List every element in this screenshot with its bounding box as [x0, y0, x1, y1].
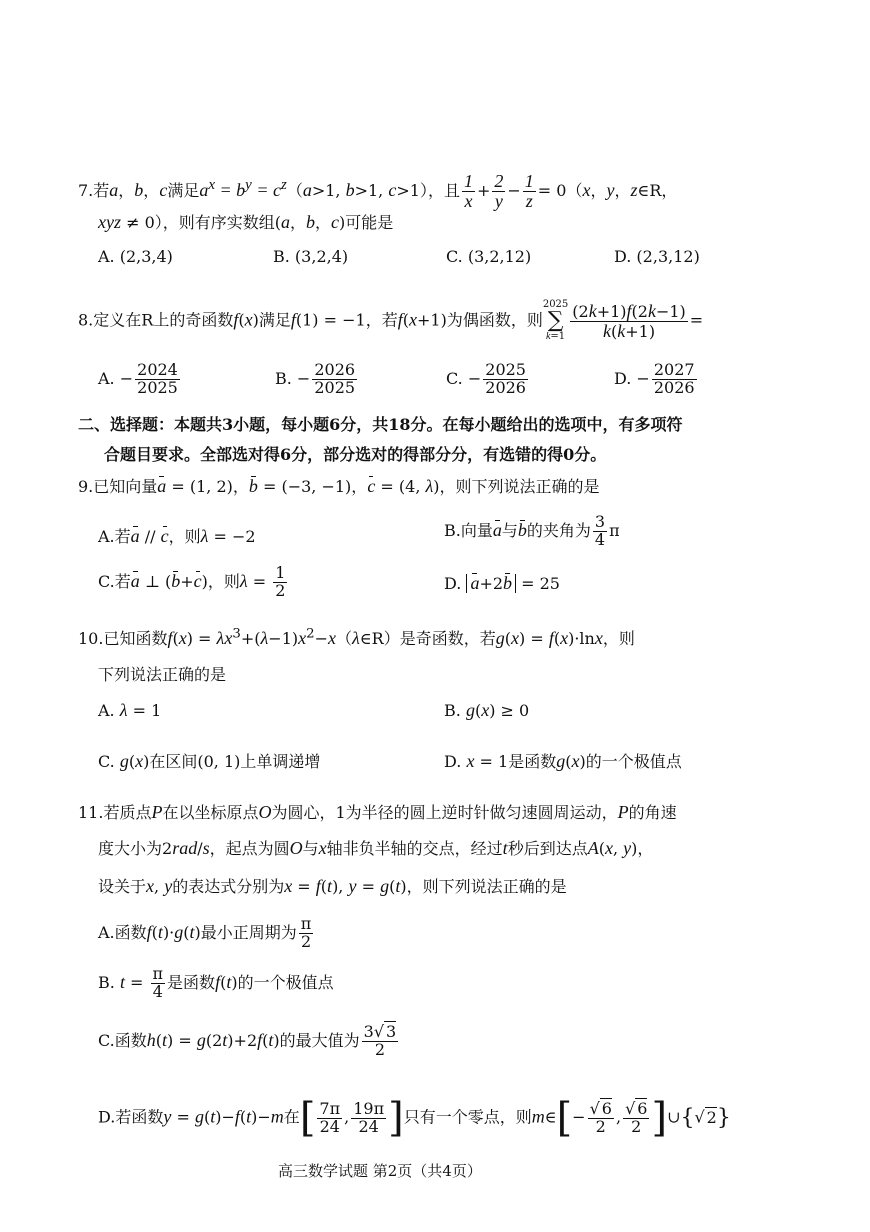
- q8-option-a: A. − $\frac{2024}{2025}$: [98, 360, 178, 397]
- q9-option-b: B.向量a与b的夹角为 $\frac{3}{4}$ π: [444, 512, 620, 549]
- question-7-line-2: xyz ≠ 0），则有序实数组(a，b，c)可能是: [98, 212, 394, 232]
- q8-option-b: B. − $\frac{2026}{2025}$: [275, 360, 356, 397]
- q11-option-c: C.函数h(t) = g(2t)+2f(t)的最大值为 $\frac{3√ 3}{2}$: [98, 1022, 397, 1059]
- q8-option-c: C. − $\frac{2025}{2026}$: [446, 360, 526, 397]
- q9-option-c: C.若a ⊥ (b+c)，则λ = $\frac{1}{2}$: [98, 563, 286, 600]
- section-2-heading-line-1: 二、选择题：本题共3小题，每小题6分，共18分。在每小题给出的选项中，有多项符: [78, 415, 683, 434]
- question-10-line-1: 10.已知函数$f(x) = \lambda x^3+(\lambda-1)x^2-x(\lambda\in R)$是奇函数，若g(x) = f(x)·lnx，则: [78, 626, 635, 648]
- q11-option-d: D.若函数y = g(t)−f(t)−m在[ $\frac{7\pi}{24}$ , $\frac{19\pi}{24}$ ]只有一个零点，则m∈[− $\frac{√ 6}{2}$ , $\frac{√ 6}{2}$ ]∪{√ 2}: [98, 1095, 731, 1141]
- q10-option-b: B. g(x) ≥ 0: [444, 700, 530, 720]
- question-11-line-3: 设关于x, y的表达式分别为x = f(t), y = g(t)，则下列说法正确的是: [98, 876, 567, 896]
- q7-option-c: C. (3,2,12): [446, 247, 532, 266]
- question-10-line-2: 下列说法正确的是: [98, 665, 227, 684]
- q11-option-a: A.函数f(t)·g(t)最小正周期为 $\frac{\pi}{2}$: [98, 914, 312, 951]
- section-2-heading-line-2: 合题目要求。全部选对得6分，部分选对的得部分分，有选错的得0分。: [104, 445, 607, 464]
- q9-option-a: A.若a // c，则λ = −2: [98, 526, 256, 546]
- q10-option-d: D. x = 1是函数g(x)的一个极值点: [444, 751, 682, 771]
- question-8-line-1: 8.定义在R上的奇函数f(x)满足f(1) = −1，若f(x+1)为偶函数，则 2025 ∑ k=1 $\frac{(2k+1)f(2k-1)}{k(k+1)}$ =: [78, 299, 704, 342]
- question-9-line-1: 9.已知向量a = (1, 2)，b = (−3, −1)，c = (4, λ)，则下列说法正确的是: [78, 476, 600, 496]
- question-11-line-2: 度大小为2rad/s，起点为圆O与x轴非负半轴的交点，经过t秒后到达点A(x, y)，: [98, 838, 654, 858]
- q8-option-d: D. − $\frac{2027}{2026}$: [614, 360, 695, 397]
- q7-option-b: B. (3,2,4): [273, 247, 349, 266]
- q10-option-c: C. g(x)在区间(0, 1)上单调递增: [98, 751, 321, 771]
- question-7-line-1: 7.若a，b，c满足$a^x = b^y = c^z(a>1$, b>1, c>1），且 $\frac{1}{x}$ + $\frac{2}{y}$ − $\frac{1}{z}$ = 0（x，y，z∈R，: [78, 171, 678, 211]
- page-footer: 高三数学试题 第2页（共4页）: [278, 1162, 482, 1180]
- question-11-line-1: 11.若质点P在以坐标原点O为圆心，1为半径的圆上逆时针做匀速圆周运动，P的角速: [78, 802, 677, 822]
- q9-option-d: D. a+2b = 25: [444, 573, 560, 593]
- q10-option-a: A. λ = 1: [98, 700, 162, 720]
- q7-option-a: A. (2,3,4): [98, 247, 173, 266]
- q11-option-b: B. t = $\frac{\pi}{4}$ 是函数f(t)的一个极值点: [98, 964, 334, 1001]
- q7-option-d: D. (2,3,12): [614, 247, 700, 266]
